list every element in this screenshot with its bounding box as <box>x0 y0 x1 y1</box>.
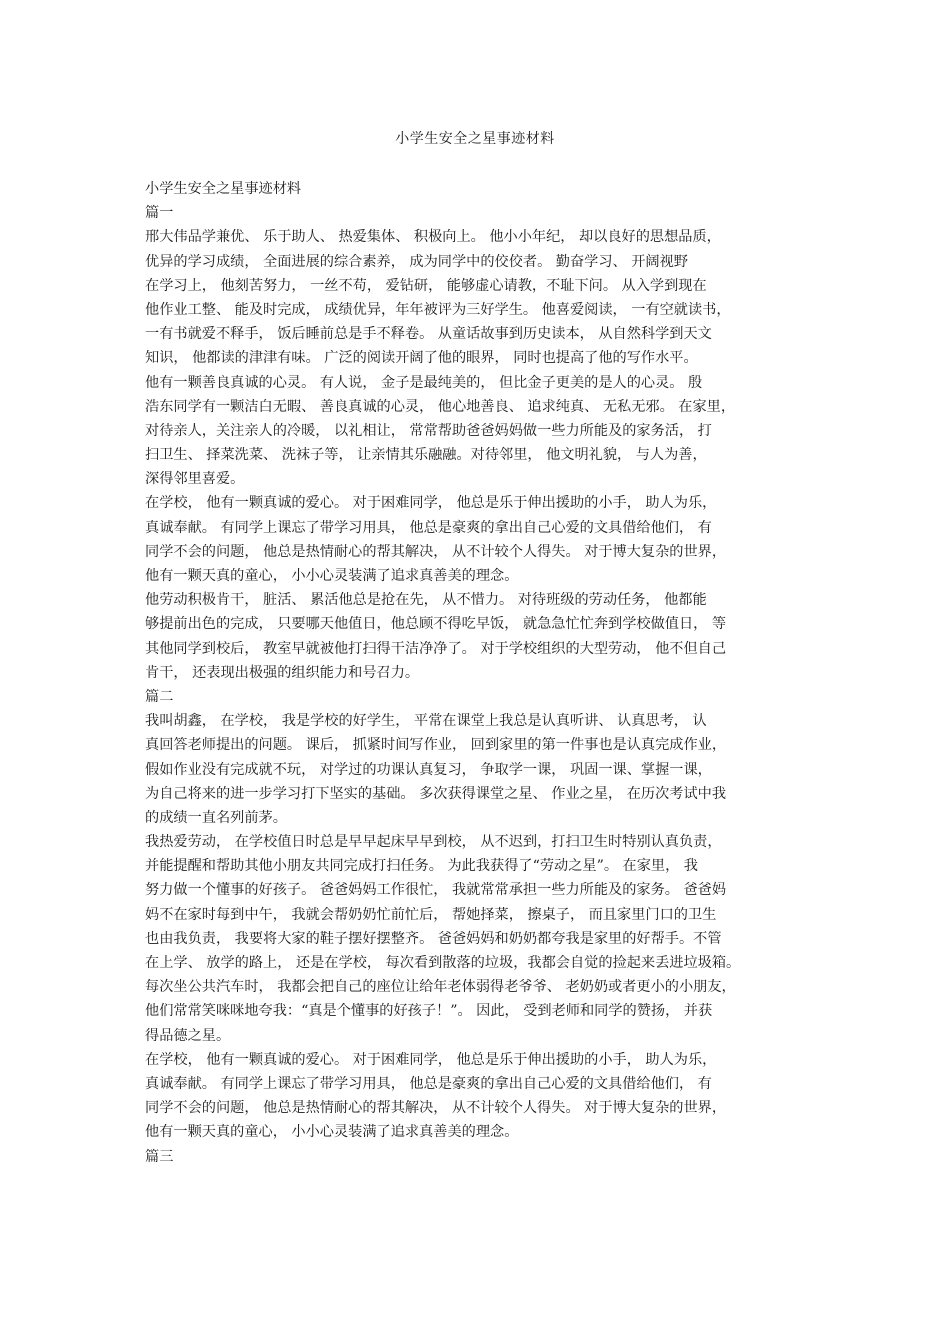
text-line: 妈不在家时每到中午， 我就会帮奶奶忙前忙后， 帮她择菜， 擦桌子， 而且家里门口的卫生 <box>145 906 717 923</box>
text-line: 并能提醒和帮助其他小朋友共同完成打扫任务。 为此我获得了“劳动之星”。 在家里， 我 <box>145 858 698 875</box>
text-line: 他有一颗天真的童心， 小小心灵装满了追求真善美的理念。 <box>145 568 519 584</box>
text-line: 真诚奉献。 有同学上课忘了带学习用具， 他总是豪爽的拿出自己心爱的文具借给他们， 有 <box>145 519 712 536</box>
text-line: 我叫胡鑫， 在学校， 我是学校的好学生， 平常在课堂上我总是认真听讲、 认真思考， 认 <box>145 713 707 730</box>
text-line: 他有一颗善良真诚的心灵。 有人说， 金子是最纯美的， 但比金子更美的是人的心灵。 殷 <box>145 374 703 391</box>
text-line: 努力做一个懂事的好孩子。 爸爸妈妈工作很忙， 我就常常承担一些力所能及的家务。 爸爸妈 <box>145 882 727 899</box>
document-body <box>145 177 813 1169</box>
text-line: 小学生安全之星事迹材料 <box>145 181 302 197</box>
text-line: 浩东同学有一颗洁白无暇、 善良真诚的心灵， 他心地善良、 追求纯真、 无私无邪。 在家里， <box>145 398 736 415</box>
text-line: 得品德之星。 <box>145 1027 231 1044</box>
text-line: 每次坐公共汽车时， 我都会把自己的座位让给年老体弱得老爷爷、 老奶奶或者更小的小朋友， <box>145 979 736 996</box>
text-line: 其他同学到校后， 教室早就被他打扫得干洁净净了。 对于学校组织的大型劳动， 他不但自己 <box>145 640 727 657</box>
text-line: 他们常常笑咪咪地夸我：“真是个懂事的好孩子！”。 因此， 受到老师和同学的赞扬， 并获 <box>145 1003 713 1020</box>
text-line: 知识， 他都读的津津有味。 广泛的阅读开阔了他的眼界， 同时也提高了他的写作水平。 <box>145 350 698 367</box>
text-line: 深得邻里喜爱。 <box>145 471 245 488</box>
text-line: 优异的学习成绩， 全面进展的综合素养， 成为同学中的佼佼者。 勤奋学习、 开阔视野 <box>145 253 688 270</box>
text-line: 为自己将来的进一步学习打下坚实的基础。 多次获得课堂之星、 作业之星， 在历次考试中我 <box>145 785 727 802</box>
text-line: 真回答老师提出的问题。 课后， 抓紧时间写作业， 回到家里的第一件事也是认真完成作业， <box>145 737 727 754</box>
text-line: 他劳动积极肯干， 脏活、 累活他总是抢在先， 从不惜力。 对待班级的劳动任务， 他都能 <box>145 592 707 609</box>
text-line: 篇三 <box>145 1148 174 1165</box>
text-line: 同学不会的问题， 他总是热情耐心的帮其解决， 从不计较个人得失。 对于博大复杂的世界， <box>145 543 727 560</box>
text-line: 邢大伟品学兼优、 乐于助人、 热爱集体、 积极向上。 他小小年纪， 却以良好的思想品质， <box>145 229 721 246</box>
text-line: 在学习上， 他刻苦努力， 一丝不苟， 爱钻研， 能够虚心请教，不耻下问。 从入学到现在 <box>145 277 707 294</box>
text-line: 真诚奉献。 有同学上课忘了带学习用具， 他总是豪爽的拿出自己心爱的文具借给他们， 有 <box>145 1075 712 1092</box>
text-line: 在学校， 他有一颗真诚的爱心。 对于困难同学， 他总是乐于伸出援助的小手， 助人为乐， <box>145 1051 717 1068</box>
text-line: 假如作业没有完成就不玩， 对学过的功课认真复习， 争取学一课， 巩固一课、掌握一课， <box>145 761 712 778</box>
text-line: 在上学、 放学的路上， 还是在学校， 每次看到散落的垃圾，我都会自觉的捡起来丢进垃圾箱。 <box>145 955 741 971</box>
text-line: 在学校， 他有一颗真诚的爱心。 对于困难同学， 他总是乐于伸出援助的小手， 助人为乐， <box>145 495 717 512</box>
text-line: 对待亲人，关注亲人的冷暖， 以礼相让， 常常帮助爸爸妈妈做一些力所能及的家务活， 打 <box>145 422 712 439</box>
text-line: 他有一颗天真的童心， 小小心灵装满了追求真善美的理念。 <box>145 1124 519 1141</box>
text-line: 一有书就爱不释手， 饭后睡前总是手不释卷。 从童话故事到历史读本， 从自然科学到天文 <box>145 326 712 343</box>
text-line: 篇二 <box>145 688 174 705</box>
text-line: 我热爱劳动， 在学校值日时总是早早起床早早到校， 从不迟到，打扫卫生时特别认真负责， <box>145 834 722 851</box>
text-line: 篇一 <box>145 205 174 222</box>
text-line: 他作业工整、 能及时完成， 成绩优异，年年被评为三好学生。 他喜爱阅读， 一有空就读书， <box>145 301 731 318</box>
text-line: 也由我负责， 我要将大家的鞋子摆好摆整齐。 爸爸妈妈和奶奶都夸我是家里的好帮手。不管 <box>145 930 722 947</box>
text-line: 扫卫生、 择菜洗菜、 洗袜子等， 让亲情其乐融融。对待邻里， 他文明礼貌， 与人为善， <box>145 447 707 464</box>
text-line: 肯干， 还表现出极强的组织能力和号召力。 <box>145 664 420 681</box>
text-line: 同学不会的问题， 他总是热情耐心的帮其解决， 从不计较个人得失。 对于博大复杂的世界， <box>145 1100 727 1117</box>
text-line: 够提前出色的完成， 只要哪天他值日，他总顾不得吃早饭， 就急急忙忙奔到学校做值日， 等 <box>145 616 727 633</box>
text-line: 的成绩一直名列前茅。 <box>145 809 287 826</box>
page-title: 小学生安全之星事迹材料 <box>395 131 555 147</box>
